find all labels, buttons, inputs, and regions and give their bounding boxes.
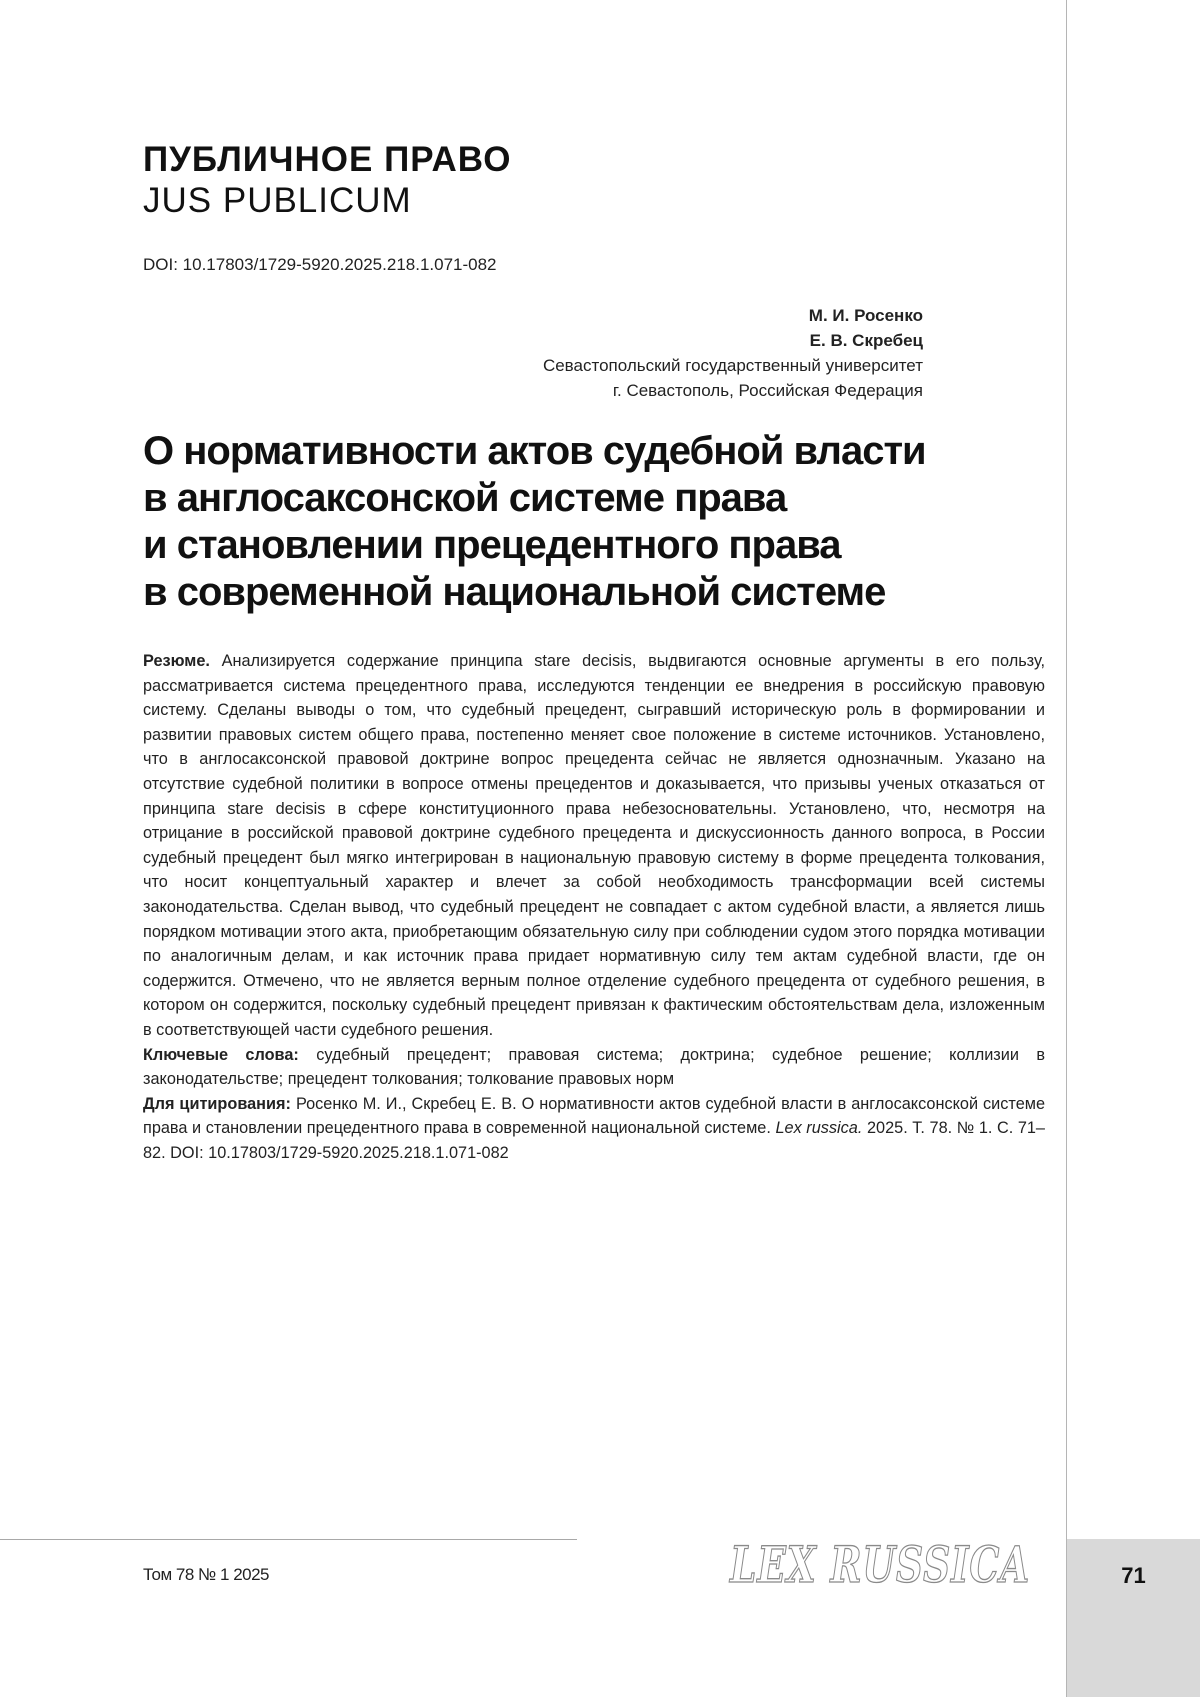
title-line: в современной национальной системе [143, 570, 886, 614]
lex-russica-logo-icon [728, 1534, 1038, 1594]
doi: DOI: 10.17803/1729-5920.2025.218.1.071-082 [143, 255, 497, 274]
citation-text: Росенко М. И., Скребец Е. В. О нормативности актов судебной власти в англосаксонской системе права и становлении прецедентного права в современной национальной системе. [143, 1094, 1045, 1138]
logo-text: LEX RUSSICA [728, 1535, 1030, 1594]
title-line: в англосаксонской системе права [143, 476, 787, 520]
author-affiliation: Севастопольский государственный университет [542, 356, 923, 375]
keywords-text: судебный прецедент; правовая система; доктрина; судебное решение; коллизии в законодательстве; прецедент толкования; толкование правовых норм [143, 1045, 1045, 1089]
citation-details: 2025. Т. 78. № 1. С. 71–82. DOI: 10.17803/1729-5920.2025.218.1.071-082 [143, 1119, 1045, 1162]
keywords-label: Ключевые слова: [143, 1045, 299, 1064]
article-title [143, 428, 963, 616]
page-number: 71 [1121, 1563, 1146, 1588]
section-title-latin: JUS PUBLICUM [143, 181, 412, 220]
title-line: О нормативности актов судебной власти [143, 429, 926, 473]
footer-volume: Том 78 № 1 2025 [143, 1565, 270, 1584]
keywords [143, 1043, 1045, 1092]
right-margin-strip [1066, 0, 1200, 1697]
author-block [363, 303, 923, 403]
author-location: г. Севастополь, Российская Федерация [612, 381, 923, 400]
abstract-block [143, 649, 1045, 1165]
abstract-text: Анализируется содержание принципа stare decisis, выдвигаются основные аргументы в его пользу, рассматривается система прецедентного права, исследуются тенденции ее внедрения в российскую правовую систему. Сделаны выводы о том, что судебный прецедент, сыгравший историческую роль в формировании и развитии правовых систем общего права, постепенно меняет свое положение в системе источников. Установлено, что в англосаксонской правовой доктрине вопрос прецедента сейчас не является однозначным. Указано на отсутствие судебной политики в вопросе отмены прецедентов и доказывается, что призывы ученых отказаться от принципа stare decisis в сфере конституционного права небезосновательны. Установлено, что, несмотря на отрицание в российской правовой доктрине судебного прецедента и дискуссионность данного вопроса, в России судебный прецедент был мягко интегрирован в национальную правовую систему в форме прецедента толкования, что носит концептуальный характер и влечет за собой необходимость трансформации всей системы законодательства. Сделан вывод, что судебный прецедент не совпадает с актом судебной власти, а является лишь порядком мотивации этого акта, приобретающим обязательную силу при соблюдении судом этого порядка мотивации по аналогичным делам, и как источник права придает нормативную силу тем актам судебной власти, где он содержится. Отмечено, что не является верным полное отделение судебного прецедента от судебного решения, в котором он содержится, поскольку судебный прецедент привязан к фактическим обстоятельствам дела, изложенным в соответствующей части судебного решения. [143, 652, 1045, 1039]
abstract [143, 649, 1045, 1043]
title-line: и становлении прецедентного права [143, 523, 841, 567]
citation-journal: Lex russica. [775, 1119, 863, 1138]
author-name: М. И. Росенко [808, 306, 923, 325]
author-name: Е. В. Скребец [809, 331, 923, 350]
citation [143, 1092, 1045, 1166]
abstract-label: Резюме. [143, 652, 210, 670]
page-number-box [1067, 1539, 1200, 1697]
journal-logo [728, 1534, 1038, 1599]
footer-divider [0, 1539, 577, 1540]
citation-label: Для цитирования: [143, 1094, 291, 1113]
section-title-ru: ПУБЛИЧНОЕ ПРАВО [143, 140, 512, 179]
